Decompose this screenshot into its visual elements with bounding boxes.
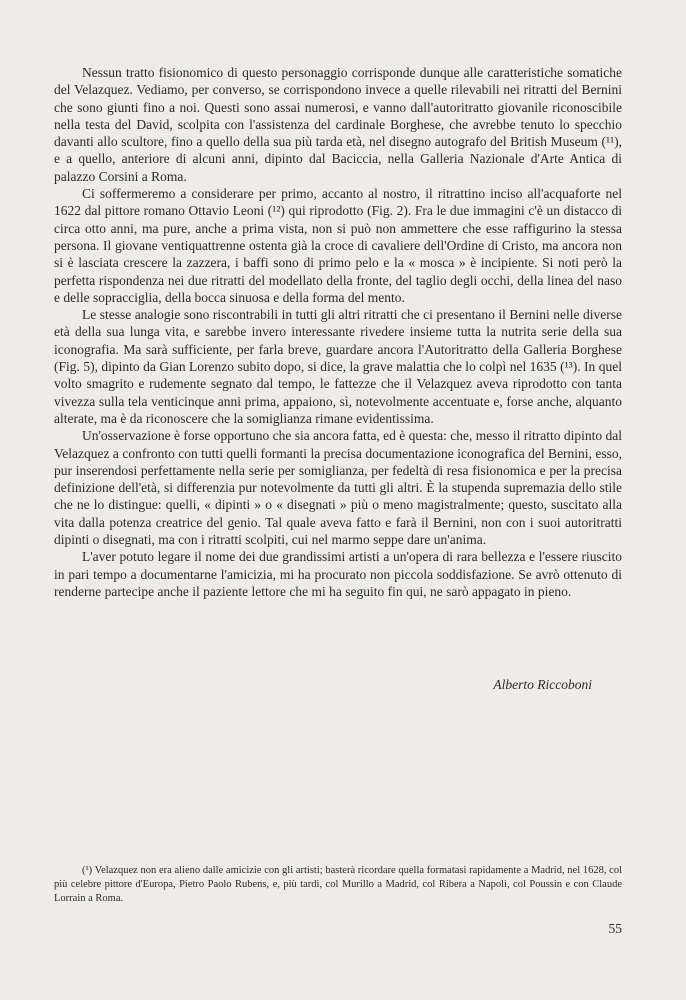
footnote xyxy=(54,864,622,906)
paragraph-1: Nessun tratto fisionomico di questo personaggio corrisponde dunque alle caratteristiche somatiche del Velazquez. Vediamo, per converso, se corrispondono invece a quelle rilevabili nei ritratti del Bernini che sono giunti fino a noi. Questi sono assai numerosi, e vanno dall'autoritratto giovanile riconoscibile nella testa del David, scolpita con l'assistenza del cardinale Borghese, che avrebbe tenuto lo specchio davanti allo scultore, fino a quello della sua più tarda età, nel disegno autografo del British Museum (¹¹), e a quello, anteriore di alcuni anni, dipinto dal Baciccia, nella Galleria Nazionale d'Arte Antica di palazzo Corsini a Roma. xyxy=(54,65,622,184)
author-signature: Alberto Riccoboni xyxy=(493,677,592,692)
paragraph-3: Le stesse analogie sono riscontrabili in tutti gli altri ritratti che ci presentano il Bernini nelle diverse età della sua lunga vita, e sarebbe invero interessante rivedere insieme tutta la nutrita serie della sua iconografia. Ma sarà sufficiente, per farla breve, guardare ancora l'Autoritratto della Galleria Borghese (Fig. 5), dipinto da Gian Lorenzo subito dopo, si dice, la grave malattia che lo colpì nel 1635 (¹³). In quel volto smagrito e rudemente segnato dal tempo, le fattezze che il Velazquez aveva riprodotto con tanta vivezza sulla tela venticinque anni prima, appaiono, sì, notevolmente accentuate e, forse anche, alquanto alterate, ma è da riconoscere che la somiglianza rimane evidentissima. xyxy=(54,307,622,426)
body-text xyxy=(54,64,622,600)
paragraph-2: Ci soffermeremo a considerare per primo, accanto al nostro, il ritrattino inciso all'acquaforte nel 1622 dal pittore romano Ottavio Leoni (¹²) qui riprodotto (Fig. 2). Fra le due immagini c'è un distacco di circa otto anni, ma pure, anche a prima vista, non si può non ammettere che esse raffigurino la stessa persona. Il giovane ventiquattrenne ostenta già la croce di cavaliere dell'Ordine di Cristo, ma ancora non si è lasciata crescere la zazzera, i baffi sono di primo pelo e la « mosca » è incipiente. Si noti però la perfetta rispondenza nei due ritratti del modellato della fronte, del taglio degli occhi, della linea del naso e delle sopracciglia, della bocca sinuosa e della forma del mento. xyxy=(54,186,622,305)
paragraph-4: Un'osservazione è forse opportuno che sia ancora fatta, ed è questa: che, messo il ritratto dipinto dal Velazquez a confronto con tutti quelli formanti la precisa documentazione iconografica del Bernini, esso, pur inserendosi perfettamente nella serie per somiglianza, per fedeltà di resa fisionomica e per la precisa definizione dell'età, si differenzia pur notevolmente da tutti gli altri. È la stupenda supremazia dello stile che ne lo distingue: quelli, « dipinti » o « disegnati » più o meno magistralmente; questo, suscitato alla vita dalla potenza creatrice del genio. Tal quale aveva fatto e farà il Bernini, non con i suoi autoritratti dipinti o disegnati, ma con i ritratti scolpiti, cui nel marmo seppe dare un'anima. xyxy=(54,428,622,548)
paragraph-5: L'aver potuto legare il nome dei due grandissimi artisti a un'opera di rara bellezza e l'essere riuscito in pari tempo a documentarne l'amicizia, mi ha procurato non piccola soddisfazione. Se avrò ottenuto di renderne partecipe anche il paziente lettore che mi ha seguito fin qui, ne sarò appagato in pieno. xyxy=(54,549,622,599)
footnote-text: (¹) Velazquez non era alieno dalle amicizie con gli artisti; basterà ricordare quella formatasi rapidamente a Madrid, nel 1628, col più celebre pittore d'Europa, Pietro Paolo Rubens, e, più tardi, col Murillo a Madrid, col Ribera a Napoli, col Poussin e con Claude Lorrain a Roma. xyxy=(54,865,622,904)
page-number: 55 xyxy=(608,921,622,936)
